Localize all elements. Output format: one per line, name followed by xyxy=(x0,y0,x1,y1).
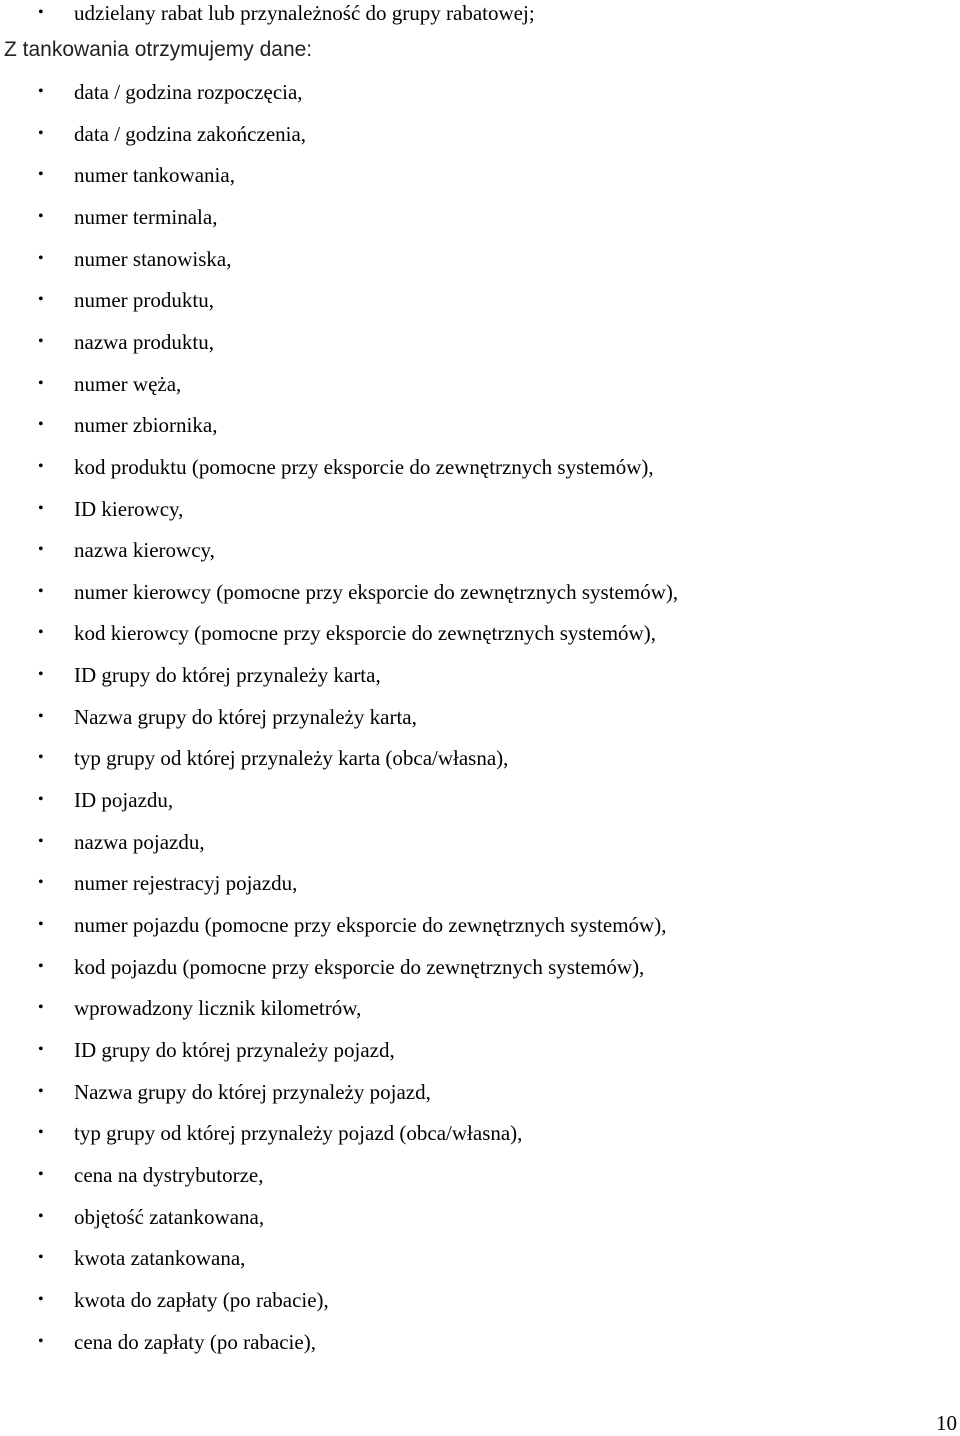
bullet-icon: • xyxy=(38,457,44,475)
list-item-text: objętość zatankowana, xyxy=(74,1204,265,1229)
list-item-text: ID grupy do której przynależy karta, xyxy=(74,663,381,688)
bullet-icon: • xyxy=(38,582,44,600)
list-item-text: udzielany rabat lub przynależność do grupy rabatowej; xyxy=(74,1,535,25)
list-item-text: nazwa pojazdu, xyxy=(74,829,205,854)
bullet-icon: • xyxy=(38,1040,44,1058)
list-item-text: numer węża, xyxy=(74,371,182,396)
bullet-icon: • xyxy=(38,957,44,975)
list-item-text: kwota zatankowana, xyxy=(74,1246,246,1271)
list-item-text: ID pojazdu, xyxy=(74,788,174,812)
bullet-icon: • xyxy=(38,1249,44,1267)
bullet-icon: • xyxy=(38,916,44,933)
list-item-text: kod kierowcy (pomocne przy eksporcie do zewnętrznych systemów), xyxy=(74,621,656,646)
bullet-icon: • xyxy=(38,499,44,517)
bullet-icon: • xyxy=(38,832,44,850)
bullet-icon: • xyxy=(38,291,44,309)
bullet-icon: • xyxy=(38,4,44,21)
list-item-text: Nazwa grupy do której przynależy pojazd, xyxy=(74,1079,431,1104)
bullet-icon: • xyxy=(38,416,44,434)
bullet-icon: • xyxy=(38,124,44,142)
bullet-icon: • xyxy=(38,1290,44,1308)
bullet-icon: • xyxy=(38,332,44,350)
list-item-text: nazwa produktu, xyxy=(74,329,214,354)
page-number: 10 xyxy=(936,1411,957,1435)
list-item-text: numer tankowania, xyxy=(74,163,235,188)
list-item-text: numer terminala, xyxy=(74,204,218,229)
list-item-text: kod pojazdu (pomocne przy eksporcie do zewnętrznych systemów), xyxy=(74,954,645,979)
list-item-text: nazwa kierowcy, xyxy=(74,538,215,563)
bullet-icon: • xyxy=(38,83,44,100)
bullet-icon: • xyxy=(38,791,44,808)
bullet-icon: • xyxy=(38,541,44,559)
bullet-icon: • xyxy=(38,1082,44,1100)
list-item-text: data / godzina zakończenia, xyxy=(74,121,307,146)
list-item-text: numer pojazdu (pomocne przy eksporcie do zewnętrznych systemów), xyxy=(74,913,667,937)
list-item-text: numer zbiornika, xyxy=(74,413,218,438)
list-item-text: data / godzina rozpoczęcia, xyxy=(74,80,303,104)
list-item-text: cena na dystrybutorze, xyxy=(74,1162,264,1187)
list-item-text: kod produktu (pomocne przy eksporcie do zewnętrznych systemów), xyxy=(74,454,654,479)
list-item-text: numer stanowiska, xyxy=(74,246,232,271)
bullet-icon: • xyxy=(38,1165,44,1183)
list-item-text: wprowadzony licznik kilometrów, xyxy=(74,996,362,1021)
bullet-icon: • xyxy=(38,707,44,725)
bullet-icon: • xyxy=(38,749,44,767)
list-item-text: cena do zapłaty (po rabacie), xyxy=(74,1329,316,1354)
bullet-icon: • xyxy=(38,1207,44,1225)
section-heading: Z tankowania otrzymujemy dane: xyxy=(4,38,313,61)
list-item-text: numer rejestracyj pojazdu, xyxy=(74,871,298,896)
list-item-text: ID grupy do której przynależy pojazd, xyxy=(74,1037,395,1062)
bullet-icon: • xyxy=(38,666,44,684)
list-item-text: kwota do zapłaty (po rabacie), xyxy=(74,1287,329,1312)
list-item-text: typ grupy od której przynależy karta (obca/własna), xyxy=(74,746,509,771)
bullet-icon: • xyxy=(38,1124,44,1142)
bullet-icon: • xyxy=(38,1332,44,1350)
bullet-icon: • xyxy=(38,249,44,267)
bullet-icon: • xyxy=(38,999,44,1017)
bullet-icon: • xyxy=(38,374,44,392)
bullet-icon: • xyxy=(38,207,44,225)
bullet-icon: • xyxy=(38,166,44,184)
bullet-icon: • xyxy=(38,874,44,892)
bullet-icon: • xyxy=(38,624,44,642)
list-item-text: numer produktu, xyxy=(74,288,214,313)
list-item-text: typ grupy od której przynależy pojazd (obca/własna), xyxy=(74,1121,523,1146)
list-item-text: ID kierowcy, xyxy=(74,496,184,521)
list-item-text: numer kierowcy (pomocne przy eksporcie do zewnętrznych systemów), xyxy=(74,579,679,604)
list-item-text: Nazwa grupy do której przynależy karta, xyxy=(74,704,417,729)
